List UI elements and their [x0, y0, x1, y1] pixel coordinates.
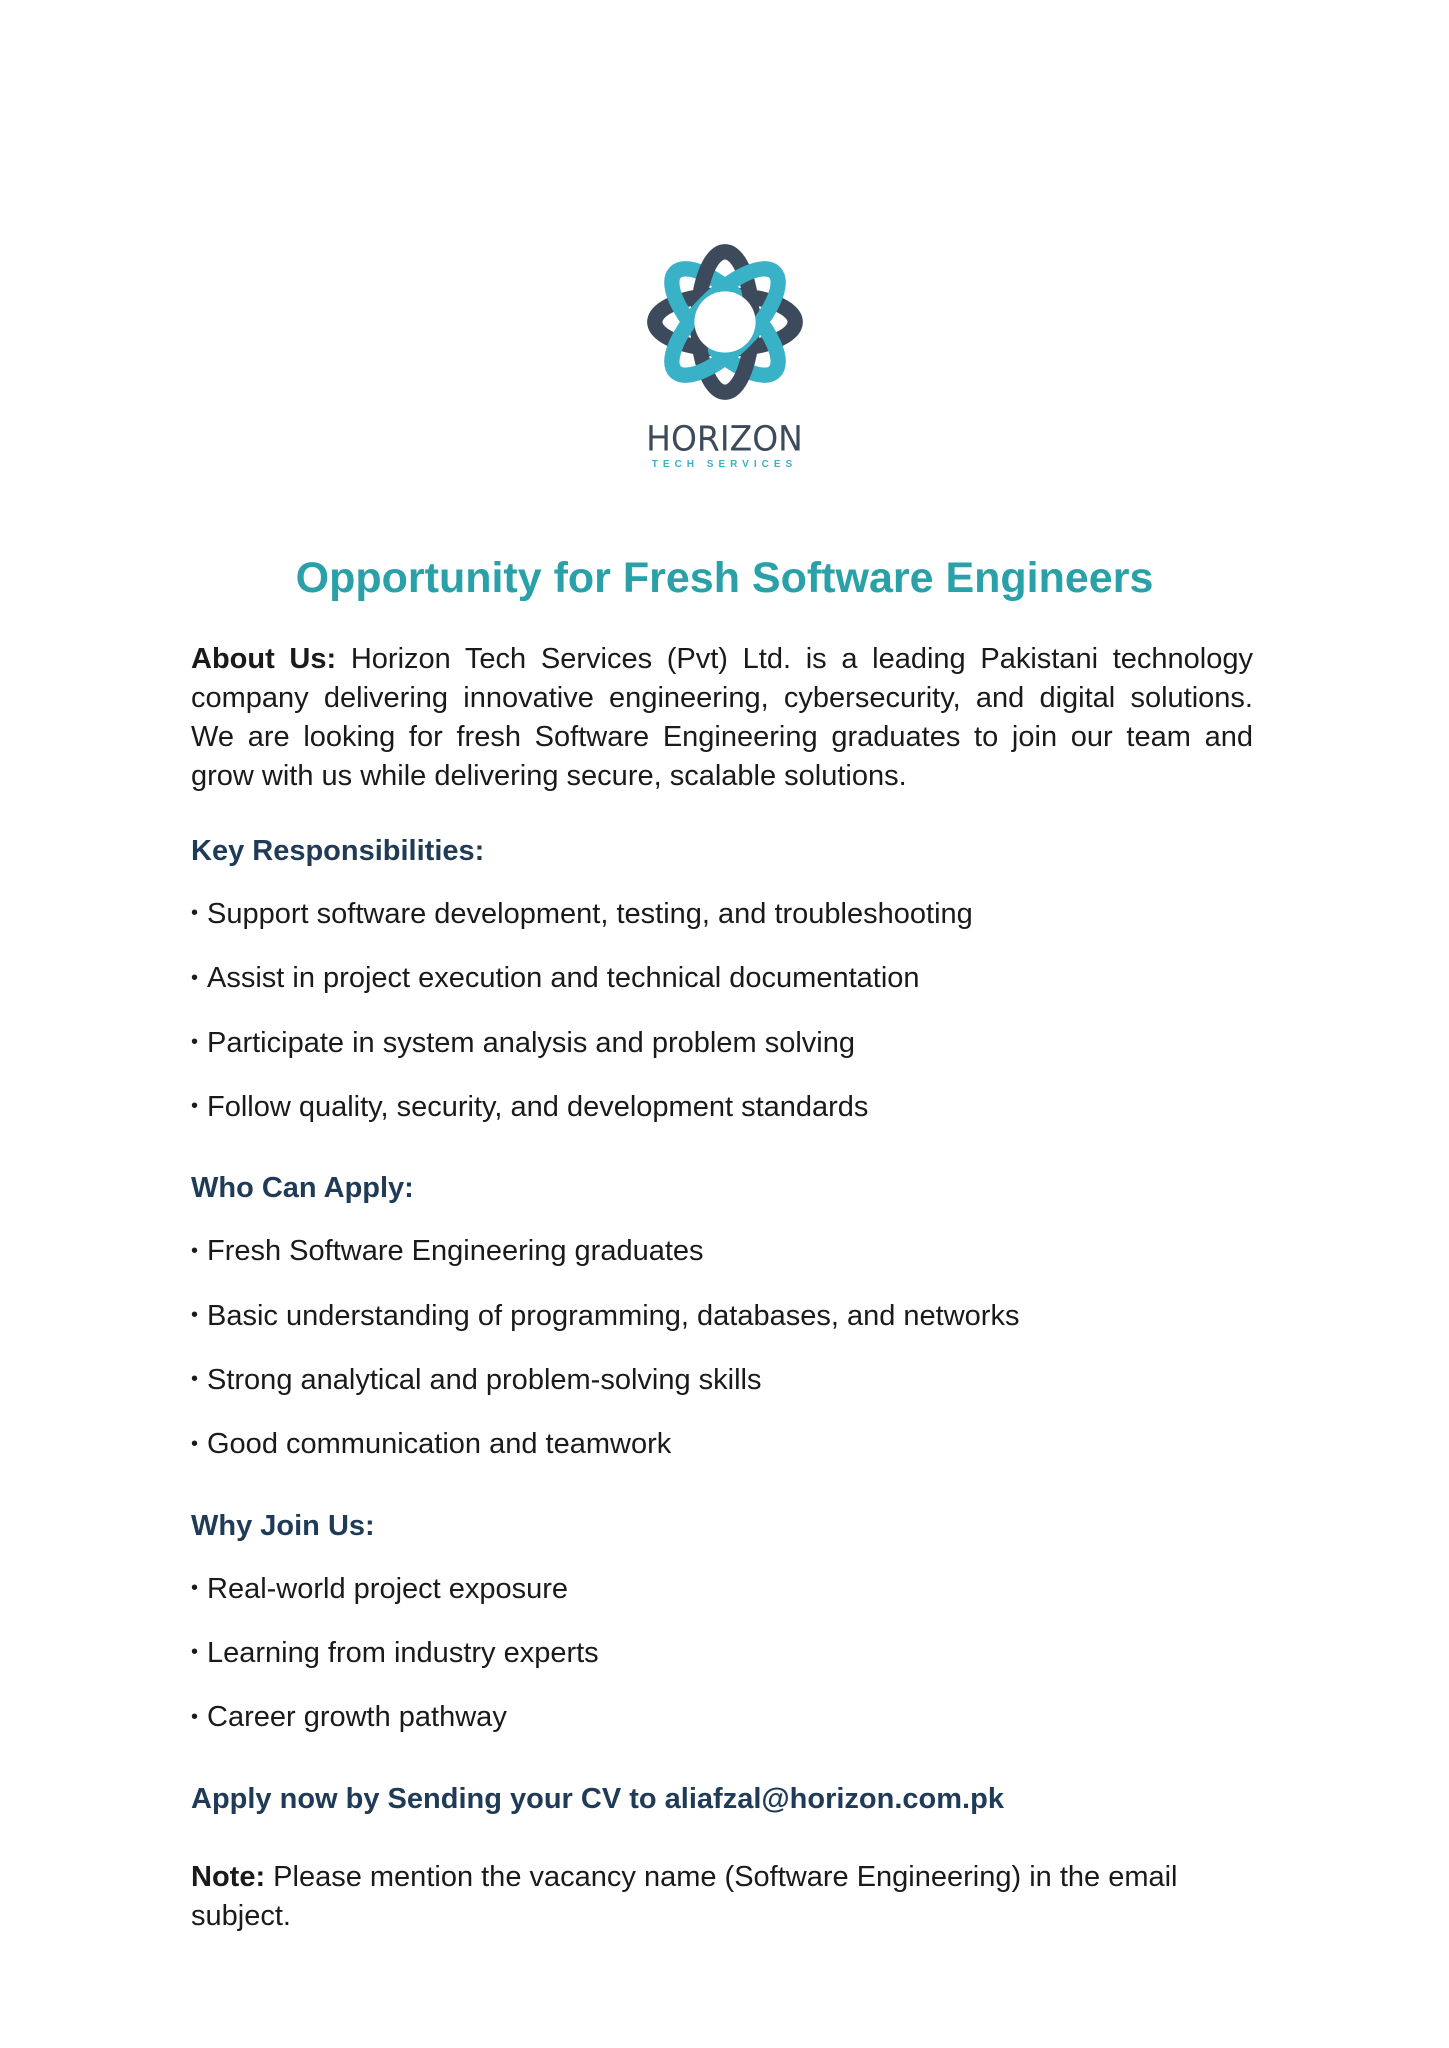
list-item [191, 1025, 1253, 1062]
list-item-text: Basic understanding of programming, databases, and networks [207, 1299, 1020, 1332]
bullet-icon: • [191, 1239, 199, 1262]
who-can-apply-list [191, 1233, 1253, 1463]
list-item [191, 896, 1253, 933]
who-can-apply-section [191, 1170, 1253, 1463]
bullet-icon: • [191, 1577, 199, 1600]
bullet-icon: • [191, 902, 199, 925]
list-item [191, 1571, 1253, 1608]
note-paragraph [191, 1858, 1253, 1936]
bullet-icon: • [191, 1031, 199, 1054]
list-item-text: Career growth pathway [207, 1701, 507, 1734]
logo-tagline: TECH SERVICES [651, 459, 798, 470]
list-item-text: Strong analytical and problem-solving skills [207, 1364, 762, 1397]
list-item [191, 1426, 1253, 1463]
list-item-text: Support software development, testing, and troubleshooting [207, 898, 973, 930]
list-item-text: Real-world project exposure [207, 1572, 569, 1605]
why-join-heading: Why Join Us: [191, 1509, 375, 1542]
responsibilities-heading: Key Responsibilities: [191, 835, 485, 867]
responsibilities-section [191, 833, 1253, 1126]
who-can-apply-heading: Who Can Apply: [191, 1172, 414, 1205]
logo-wordmark: HORIZON [646, 418, 803, 459]
posting-content [191, 640, 1253, 1965]
apply-instruction: Apply now by Sending your CV to aliafzal@horizon.com.pk [191, 1782, 1004, 1815]
about-us-text: Horizon Tech Services (Pvt) Ltd. is a leading Pakistani technology company delivering innovative engineering, cybersecurity, and digital solutions. We are looking for fresh Software Engineering graduates to join our team and grow with us while delivering secure, scalable solutions. [191, 643, 1253, 792]
bullet-icon: • [191, 1705, 199, 1728]
page-title: Opportunity for Fresh Software Engineers [295, 554, 1154, 602]
list-item [191, 1089, 1253, 1126]
about-us-label: About Us: [191, 643, 337, 675]
note-text: Please mention the vacancy name (Software Engineering) in the email subject. [191, 1860, 1178, 1932]
list-item-text: Learning from industry experts [207, 1637, 599, 1670]
bullet-icon: • [191, 1432, 199, 1455]
why-join-section [191, 1508, 1253, 1737]
list-item [191, 1699, 1253, 1736]
list-item [191, 1362, 1253, 1399]
bullet-icon: • [191, 1368, 199, 1391]
horizon-logo-icon [635, 232, 815, 412]
list-item-text: Follow quality, security, and development standards [207, 1091, 869, 1124]
list-item-text: Fresh Software Engineering graduates [207, 1235, 704, 1268]
responsibilities-list [191, 896, 1253, 1126]
about-us-paragraph [191, 640, 1253, 796]
company-logo [0, 232, 1449, 470]
list-item-text: Good communication and teamwork [207, 1428, 672, 1461]
list-item-text: Assist in project execution and technical documentation [207, 962, 920, 995]
list-item [191, 960, 1253, 997]
list-item [191, 1635, 1253, 1672]
why-join-list [191, 1571, 1253, 1737]
bullet-icon: • [191, 966, 199, 989]
note-label: Note: [191, 1860, 266, 1893]
bullet-icon: • [191, 1095, 199, 1118]
list-item [191, 1298, 1253, 1335]
list-item-text: Participate in system analysis and problem solving [207, 1026, 855, 1059]
list-item [191, 1233, 1253, 1270]
bullet-icon: • [191, 1304, 199, 1327]
bullet-icon: • [191, 1641, 199, 1664]
